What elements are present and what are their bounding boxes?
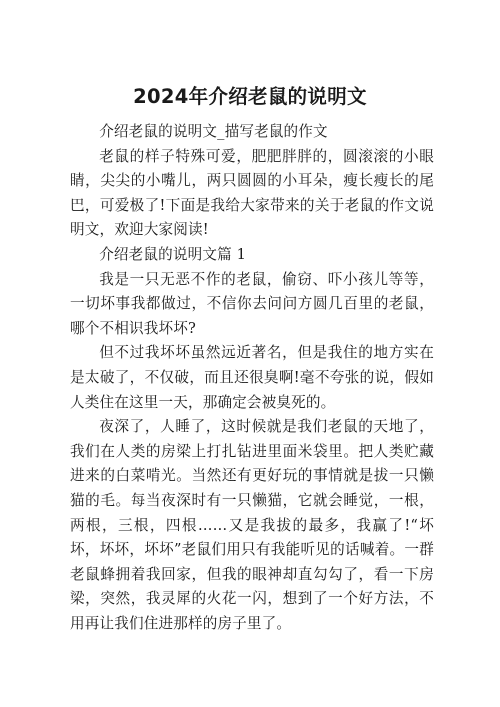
article-subtitle: 介绍老鼠的说明文_描写老鼠的作文 (99, 123, 328, 140)
body-paragraph: 我是一只无恶不作的老鼠，偷窃、吓小孩儿等等，一切坏事我都做过，不信你去问问方圆几百里的老鼠，哪个不相识我坏坏? (70, 270, 434, 337)
body-paragraph: 夜深了，人睡了，这时候就是我们老鼠的天地了，我们在人类的房梁上打扎钻进里面米袋里。把人类贮藏进来的白菜啃光。当然还有更好玩的事情就是拔一只懒猫的毛。每当夜深时有一只懒猫，它就会睡觉，一根，两根，三根，四根……又是我拔的最多，我赢了!“坏坏，坏坏，坏坏”老鼠们用只有我能听见的话喊着。一群老鼠蜂拥着我回家，但我的眼神却直勾勾了，看一下房梁，突然，我灵犀的火花一闪，想到了一个好方法，不用再让我们住进那样的房子里了。 (70, 418, 434, 632)
body-paragraph: 但不过我坏坏虽然远近著名，但是我住的地方实在是太破了，不仅破，而且还很臭啊!毫不夸张的说，假如人类住在这里一天，那确定会被臭死的。 (70, 344, 434, 411)
intro-paragraph: 老鼠的样子特殊可爱，肥肥胖胖的，圆滚滚的小眼睛，尖尖的小嘴儿，两只圆圆的小耳朵，瘦长瘦长的尾巴，可爱极了!下面是我给大家带来的关于老鼠的作文说明文，欢迎大家阅读! (70, 147, 434, 239)
section-heading: 介绍老鼠的说明文篇 1 (99, 245, 247, 263)
document-title: 2024年介绍老鼠的说明文 (133, 85, 367, 108)
document-body (70, 120, 434, 636)
